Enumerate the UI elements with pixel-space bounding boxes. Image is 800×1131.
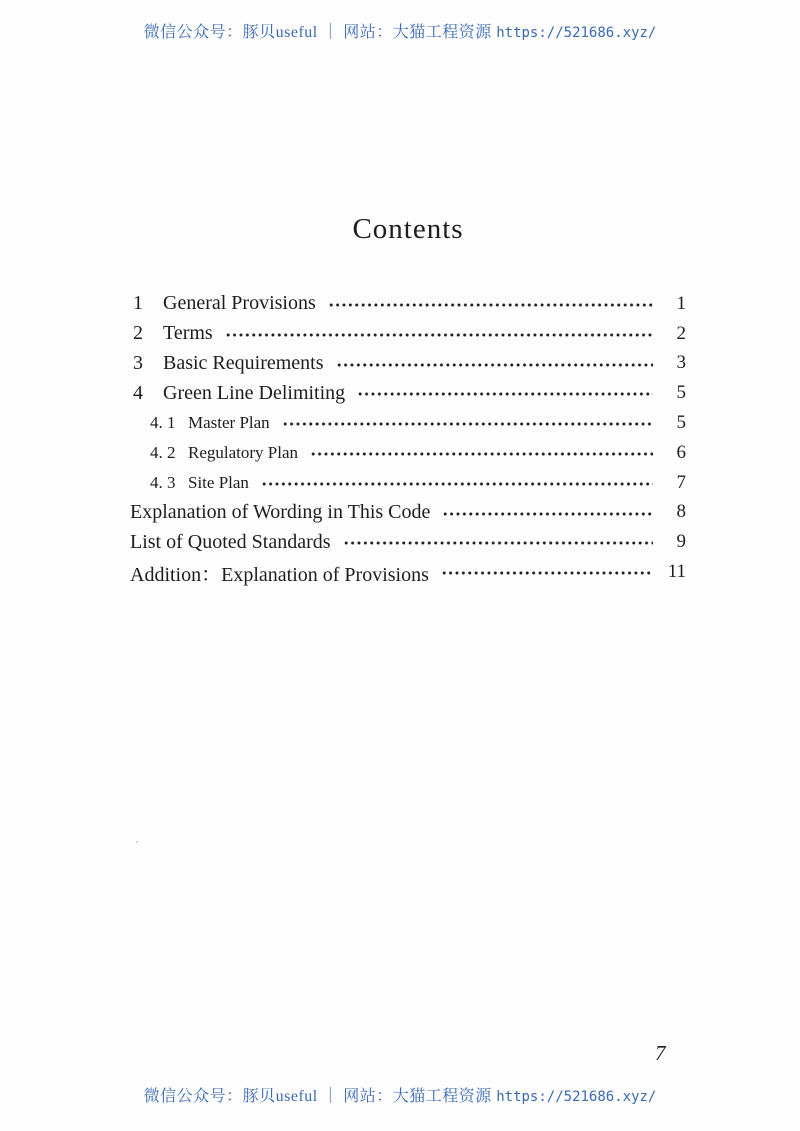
toc-entry-number: 3	[133, 351, 143, 374]
watermark-header	[0, 19, 800, 42]
toc-entry-page: 11	[667, 561, 686, 583]
toc-entry-label: Addition：Explanation of Provisions	[130, 563, 429, 586]
scan-artifact-speck	[136, 841, 138, 843]
toc-entry-page: 8	[676, 501, 686, 523]
toc-entry-page: 6	[676, 441, 686, 463]
watermark-footer	[0, 1083, 800, 1106]
toc-entry	[130, 438, 686, 468]
toc-entry-number: 4. 3	[150, 472, 176, 492]
toc-entry-label: Regulatory Plan	[188, 442, 299, 462]
toc-entry-label: Site Plan	[188, 472, 249, 492]
toc-entry-page: 5	[676, 412, 686, 434]
toc-entry-number: 4. 2	[150, 442, 176, 462]
toc-entry-label: General Provisions	[163, 292, 316, 315]
dot-leader	[441, 557, 653, 587]
watermark-header-label: 微信公众号：豚贝useful ｜ 网站：大猫工程资源	[143, 24, 497, 41]
toc-entry	[130, 289, 686, 319]
toc-entry-label: Basic Requirements	[163, 351, 324, 374]
dot-leader	[310, 438, 653, 468]
toc-entry	[130, 408, 686, 438]
toc-entry	[130, 468, 686, 498]
toc-entry	[130, 378, 686, 408]
toc-entry-number: 2	[133, 322, 143, 345]
toc-entry-number: 4. 1	[150, 413, 176, 433]
toc-entry	[130, 527, 686, 557]
toc-entry-number: 4	[133, 381, 143, 404]
dot-leader	[357, 378, 653, 408]
watermark-footer-url: https://521686.xyz/	[496, 1089, 657, 1105]
dot-leader	[328, 289, 653, 319]
contents-title: Contents	[352, 213, 464, 245]
toc-entry-page: 7	[676, 471, 686, 493]
watermark-header-url: https://521686.xyz/	[496, 25, 657, 41]
dot-leader	[336, 349, 653, 379]
toc-entry-page: 5	[676, 382, 686, 404]
toc-entry-number: 1	[133, 292, 143, 315]
dot-leader	[261, 468, 653, 498]
toc-entry-label: Master Plan	[188, 413, 270, 433]
dot-leader	[282, 408, 653, 438]
toc-entry	[130, 498, 686, 528]
toc-entry-label: List of Quoted Standards	[130, 530, 331, 553]
dot-leader	[442, 498, 653, 528]
toc-entry-page: 9	[676, 531, 686, 553]
toc-entry-page: 1	[676, 292, 686, 314]
toc-entry-page: 3	[676, 352, 686, 374]
page-number: 7	[655, 1041, 666, 1065]
dot-leader	[225, 319, 653, 349]
toc-entry	[130, 319, 686, 349]
watermark-footer-label: 微信公众号：豚贝useful ｜ 网站：大猫工程资源	[143, 1088, 497, 1105]
toc	[130, 289, 686, 587]
toc-entry-label: Green Line Delimiting	[163, 381, 346, 404]
toc-entry-label: Terms	[163, 322, 213, 345]
toc-entry	[130, 349, 686, 379]
toc-entry	[130, 557, 686, 587]
dot-leader	[343, 527, 653, 557]
toc-entry-label: Explanation of Wording in This Code	[130, 500, 431, 523]
toc-entry-page: 2	[676, 322, 686, 344]
